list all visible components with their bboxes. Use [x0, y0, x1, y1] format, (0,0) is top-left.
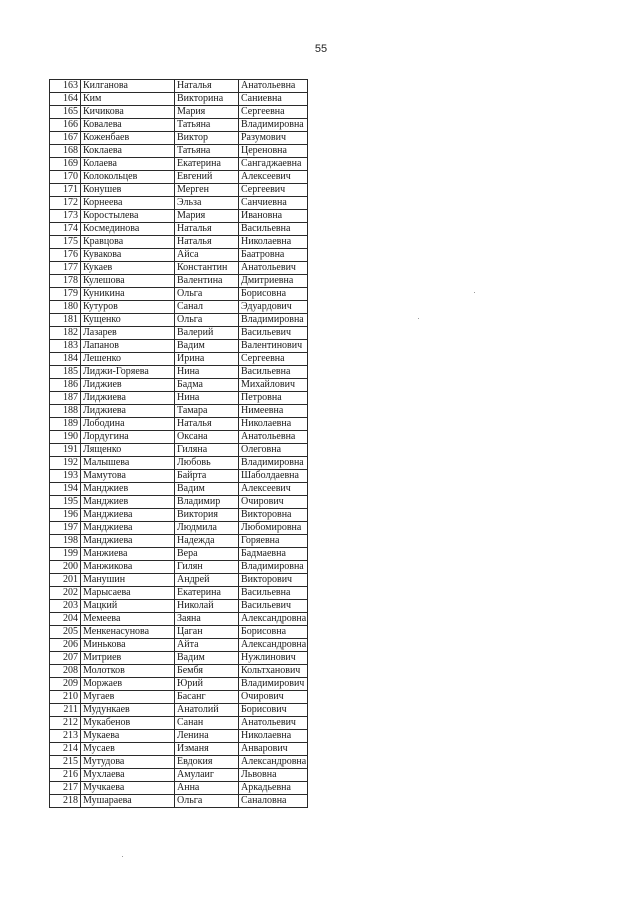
row-number-cell: 210: [50, 691, 81, 704]
surname-cell: Мудункаев: [81, 704, 175, 717]
surname-cell: Митриев: [81, 652, 175, 665]
given-name-cell: Ольга: [175, 314, 239, 327]
patronymic-cell: Сергеевна: [239, 353, 308, 366]
surname-cell: Конушев: [81, 184, 175, 197]
row-number-cell: 168: [50, 145, 81, 158]
given-name-cell: Санан: [175, 717, 239, 730]
patronymic-cell: Сергеевич: [239, 184, 308, 197]
row-number-cell: 203: [50, 600, 81, 613]
surname-cell: Лободина: [81, 418, 175, 431]
row-number-cell: 214: [50, 743, 81, 756]
patronymic-cell: Нужлинович: [239, 652, 308, 665]
given-name-cell: Валентина: [175, 275, 239, 288]
given-name-cell: Изманя: [175, 743, 239, 756]
table-row: [50, 717, 308, 730]
patronymic-cell: Сергеевна: [239, 106, 308, 119]
table-row: [50, 327, 308, 340]
given-name-cell: Басанг: [175, 691, 239, 704]
page-number: 55: [314, 43, 328, 55]
surname-cell: Мамутова: [81, 470, 175, 483]
patronymic-cell: Александровна: [239, 756, 308, 769]
row-number-cell: 183: [50, 340, 81, 353]
table-row: [50, 730, 308, 743]
patronymic-cell: Васильевич: [239, 600, 308, 613]
row-number-cell: 171: [50, 184, 81, 197]
surname-cell: Корнеева: [81, 197, 175, 210]
table-row: [50, 184, 308, 197]
patronymic-cell: Анварович: [239, 743, 308, 756]
surname-cell: Кулешова: [81, 275, 175, 288]
table-row: [50, 795, 308, 808]
surname-cell: Кутуров: [81, 301, 175, 314]
table-row: [50, 613, 308, 626]
given-name-cell: Ленина: [175, 730, 239, 743]
given-name-cell: Оксана: [175, 431, 239, 444]
surname-cell: Мугаев: [81, 691, 175, 704]
patronymic-cell: Шаболдаевна: [239, 470, 308, 483]
row-number-cell: 208: [50, 665, 81, 678]
table-row: [50, 340, 308, 353]
table-row: [50, 275, 308, 288]
table-row: [50, 353, 308, 366]
patronymic-cell: Нимеевна: [239, 405, 308, 418]
row-number-cell: 205: [50, 626, 81, 639]
given-name-cell: Гилян: [175, 561, 239, 574]
given-name-cell: Мерген: [175, 184, 239, 197]
table-row: [50, 769, 308, 782]
patronymic-cell: Николаевна: [239, 236, 308, 249]
given-name-cell: Айта: [175, 639, 239, 652]
given-name-cell: Ольга: [175, 288, 239, 301]
patronymic-cell: Николаевна: [239, 418, 308, 431]
surname-cell: Куникина: [81, 288, 175, 301]
row-number-cell: 215: [50, 756, 81, 769]
row-number-cell: 193: [50, 470, 81, 483]
given-name-cell: Анатолий: [175, 704, 239, 717]
patronymic-cell: Дмитриевна: [239, 275, 308, 288]
row-number-cell: 195: [50, 496, 81, 509]
patronymic-cell: Горяевна: [239, 535, 308, 548]
patronymic-cell: Васильевич: [239, 327, 308, 340]
table-row: [50, 574, 308, 587]
table-row: [50, 132, 308, 145]
row-number-cell: 176: [50, 249, 81, 262]
row-number-cell: 188: [50, 405, 81, 418]
given-name-cell: Амулаиг: [175, 769, 239, 782]
row-number-cell: 164: [50, 93, 81, 106]
surname-cell: Мемеева: [81, 613, 175, 626]
given-name-cell: Вера: [175, 548, 239, 561]
row-number-cell: 213: [50, 730, 81, 743]
patronymic-cell: Алексеевич: [239, 171, 308, 184]
surname-cell: Лиджиева: [81, 392, 175, 405]
table-row: [50, 93, 308, 106]
patronymic-cell: Борисович: [239, 704, 308, 717]
table-row: [50, 197, 308, 210]
given-name-cell: Нина: [175, 366, 239, 379]
row-number-cell: 187: [50, 392, 81, 405]
surname-cell: Мусаев: [81, 743, 175, 756]
row-number-cell: 218: [50, 795, 81, 808]
row-number-cell: 179: [50, 288, 81, 301]
surname-cell: Малышева: [81, 457, 175, 470]
given-name-cell: Валерий: [175, 327, 239, 340]
row-number-cell: 194: [50, 483, 81, 496]
patronymic-cell: Владимировна: [239, 561, 308, 574]
patronymic-cell: Владимирович: [239, 678, 308, 691]
patronymic-cell: Васильевна: [239, 587, 308, 600]
roster-body: [50, 80, 308, 808]
patronymic-cell: Саниевна: [239, 93, 308, 106]
patronymic-cell: Ивановна: [239, 210, 308, 223]
patronymic-cell: Аркадьевна: [239, 782, 308, 795]
table-row: [50, 418, 308, 431]
row-number-cell: 216: [50, 769, 81, 782]
patronymic-cell: Александровна: [239, 613, 308, 626]
surname-cell: Мутудова: [81, 756, 175, 769]
patronymic-cell: Анатольевич: [239, 262, 308, 275]
surname-cell: Минькова: [81, 639, 175, 652]
patronymic-cell: Львовна: [239, 769, 308, 782]
given-name-cell: Бадма: [175, 379, 239, 392]
row-number-cell: 163: [50, 80, 81, 93]
surname-cell: Мучкаева: [81, 782, 175, 795]
table-row: [50, 639, 308, 652]
scan-speck: [418, 318, 419, 319]
surname-cell: Лешенко: [81, 353, 175, 366]
row-number-cell: 202: [50, 587, 81, 600]
table-row: [50, 652, 308, 665]
table-row: [50, 145, 308, 158]
row-number-cell: 189: [50, 418, 81, 431]
row-number-cell: 199: [50, 548, 81, 561]
patronymic-cell: Баатровна: [239, 249, 308, 262]
table-row: [50, 756, 308, 769]
patronymic-cell: Разумович: [239, 132, 308, 145]
table-row: [50, 457, 308, 470]
given-name-cell: Николай: [175, 600, 239, 613]
given-name-cell: Татьяна: [175, 145, 239, 158]
row-number-cell: 186: [50, 379, 81, 392]
row-number-cell: 173: [50, 210, 81, 223]
surname-cell: Манджиева: [81, 522, 175, 535]
row-number-cell: 191: [50, 444, 81, 457]
row-number-cell: 204: [50, 613, 81, 626]
table-row: [50, 587, 308, 600]
table-row: [50, 561, 308, 574]
given-name-cell: Ирина: [175, 353, 239, 366]
table-row: [50, 509, 308, 522]
table-row: [50, 600, 308, 613]
row-number-cell: 197: [50, 522, 81, 535]
given-name-cell: Наталья: [175, 236, 239, 249]
surname-cell: Кущенко: [81, 314, 175, 327]
row-number-cell: 198: [50, 535, 81, 548]
given-name-cell: Викторина: [175, 93, 239, 106]
table-row: [50, 444, 308, 457]
row-number-cell: 201: [50, 574, 81, 587]
given-name-cell: Цаган: [175, 626, 239, 639]
given-name-cell: Владимир: [175, 496, 239, 509]
table-row: [50, 470, 308, 483]
scan-speck: [122, 856, 123, 857]
patronymic-cell: Алексеевич: [239, 483, 308, 496]
patronymic-cell: Санчиевна: [239, 197, 308, 210]
table-row: [50, 665, 308, 678]
table-row: [50, 626, 308, 639]
surname-cell: Ким: [81, 93, 175, 106]
row-number-cell: 211: [50, 704, 81, 717]
surname-cell: Манджиев: [81, 483, 175, 496]
row-number-cell: 212: [50, 717, 81, 730]
surname-cell: Килганова: [81, 80, 175, 93]
given-name-cell: Вадим: [175, 340, 239, 353]
surname-cell: Колаева: [81, 158, 175, 171]
table-row: [50, 171, 308, 184]
given-name-cell: Андрей: [175, 574, 239, 587]
patronymic-cell: Владимировна: [239, 457, 308, 470]
given-name-cell: Любовь: [175, 457, 239, 470]
row-number-cell: 167: [50, 132, 81, 145]
table-row: [50, 288, 308, 301]
patronymic-cell: Александровна: [239, 639, 308, 652]
surname-cell: Мухлаева: [81, 769, 175, 782]
surname-cell: Манджиева: [81, 509, 175, 522]
row-number-cell: 185: [50, 366, 81, 379]
given-name-cell: Вадим: [175, 652, 239, 665]
given-name-cell: Наталья: [175, 418, 239, 431]
table-row: [50, 158, 308, 171]
row-number-cell: 174: [50, 223, 81, 236]
table-row: [50, 392, 308, 405]
given-name-cell: Татьяна: [175, 119, 239, 132]
given-name-cell: Евдокия: [175, 756, 239, 769]
table-row: [50, 405, 308, 418]
patronymic-cell: Анатольевич: [239, 717, 308, 730]
surname-cell: Молотков: [81, 665, 175, 678]
table-row: [50, 80, 308, 93]
given-name-cell: Вадим: [175, 483, 239, 496]
given-name-cell: Наталья: [175, 223, 239, 236]
table-row: [50, 301, 308, 314]
table-row: [50, 548, 308, 561]
given-name-cell: Эльза: [175, 197, 239, 210]
table-row: [50, 704, 308, 717]
table-row: [50, 262, 308, 275]
given-name-cell: Надежда: [175, 535, 239, 548]
row-number-cell: 170: [50, 171, 81, 184]
table-row: [50, 119, 308, 132]
surname-cell: Лапанов: [81, 340, 175, 353]
table-row: [50, 366, 308, 379]
surname-cell: Лиджиев: [81, 379, 175, 392]
given-name-cell: Виктория: [175, 509, 239, 522]
row-number-cell: 172: [50, 197, 81, 210]
row-number-cell: 169: [50, 158, 81, 171]
roster-table: [49, 79, 308, 808]
surname-cell: Лиджи-Горяева: [81, 366, 175, 379]
given-name-cell: Гиляна: [175, 444, 239, 457]
table-row: [50, 691, 308, 704]
given-name-cell: Ольга: [175, 795, 239, 808]
row-number-cell: 192: [50, 457, 81, 470]
surname-cell: Космединова: [81, 223, 175, 236]
table-row: [50, 379, 308, 392]
table-row: [50, 678, 308, 691]
patronymic-cell: Очирович: [239, 496, 308, 509]
row-number-cell: 217: [50, 782, 81, 795]
patronymic-cell: Михайлович: [239, 379, 308, 392]
row-number-cell: 165: [50, 106, 81, 119]
surname-cell: Лященко: [81, 444, 175, 457]
surname-cell: Коклаева: [81, 145, 175, 158]
patronymic-cell: Валентинович: [239, 340, 308, 353]
surname-cell: Мукабенов: [81, 717, 175, 730]
given-name-cell: Мария: [175, 210, 239, 223]
table-row: [50, 743, 308, 756]
row-number-cell: 190: [50, 431, 81, 444]
row-number-cell: 181: [50, 314, 81, 327]
patronymic-cell: Васильевна: [239, 366, 308, 379]
table-row: [50, 483, 308, 496]
table-row: [50, 249, 308, 262]
given-name-cell: Анна: [175, 782, 239, 795]
row-number-cell: 184: [50, 353, 81, 366]
surname-cell: Манджиев: [81, 496, 175, 509]
table-row: [50, 236, 308, 249]
given-name-cell: Санал: [175, 301, 239, 314]
table-row: [50, 210, 308, 223]
surname-cell: Ковалева: [81, 119, 175, 132]
surname-cell: Менкенасунова: [81, 626, 175, 639]
row-number-cell: 206: [50, 639, 81, 652]
row-number-cell: 178: [50, 275, 81, 288]
patronymic-cell: Петровна: [239, 392, 308, 405]
given-name-cell: Наталья: [175, 80, 239, 93]
surname-cell: Коростылева: [81, 210, 175, 223]
patronymic-cell: Саналовна: [239, 795, 308, 808]
table-row: [50, 535, 308, 548]
given-name-cell: Тамара: [175, 405, 239, 418]
surname-cell: Манжикова: [81, 561, 175, 574]
patronymic-cell: Кольтханович: [239, 665, 308, 678]
patronymic-cell: Николаевна: [239, 730, 308, 743]
surname-cell: Марысаева: [81, 587, 175, 600]
table-row: [50, 223, 308, 236]
given-name-cell: Екатерина: [175, 158, 239, 171]
table-row: [50, 106, 308, 119]
row-number-cell: 182: [50, 327, 81, 340]
surname-cell: Кичикова: [81, 106, 175, 119]
surname-cell: Мацкий: [81, 600, 175, 613]
surname-cell: Лордугина: [81, 431, 175, 444]
given-name-cell: Байрта: [175, 470, 239, 483]
row-number-cell: 209: [50, 678, 81, 691]
patronymic-cell: Владимировна: [239, 314, 308, 327]
patronymic-cell: Васильевна: [239, 223, 308, 236]
patronymic-cell: Викторович: [239, 574, 308, 587]
row-number-cell: 196: [50, 509, 81, 522]
surname-cell: Манушин: [81, 574, 175, 587]
row-number-cell: 180: [50, 301, 81, 314]
patronymic-cell: Анатольевна: [239, 431, 308, 444]
given-name-cell: Виктор: [175, 132, 239, 145]
surname-cell: Манжиева: [81, 548, 175, 561]
surname-cell: Коженбаев: [81, 132, 175, 145]
given-name-cell: Екатерина: [175, 587, 239, 600]
patronymic-cell: Бадмаевна: [239, 548, 308, 561]
patronymic-cell: Анатольевна: [239, 80, 308, 93]
table-row: [50, 496, 308, 509]
surname-cell: Лиджиева: [81, 405, 175, 418]
given-name-cell: Людмила: [175, 522, 239, 535]
given-name-cell: Нина: [175, 392, 239, 405]
table-row: [50, 431, 308, 444]
table-row: [50, 782, 308, 795]
given-name-cell: Юрий: [175, 678, 239, 691]
given-name-cell: Константин: [175, 262, 239, 275]
patronymic-cell: Сангаджаевна: [239, 158, 308, 171]
surname-cell: Мушараева: [81, 795, 175, 808]
table-row: [50, 522, 308, 535]
given-name-cell: Бембя: [175, 665, 239, 678]
given-name-cell: Мария: [175, 106, 239, 119]
surname-cell: Мукаева: [81, 730, 175, 743]
row-number-cell: 200: [50, 561, 81, 574]
given-name-cell: Евгений: [175, 171, 239, 184]
table-row: [50, 314, 308, 327]
surname-cell: Моржаев: [81, 678, 175, 691]
patronymic-cell: Эдуардович: [239, 301, 308, 314]
patronymic-cell: Викторовна: [239, 509, 308, 522]
surname-cell: Колокольцев: [81, 171, 175, 184]
patronymic-cell: Владимировна: [239, 119, 308, 132]
row-number-cell: 177: [50, 262, 81, 275]
patronymic-cell: Борисовна: [239, 288, 308, 301]
patronymic-cell: Очирович: [239, 691, 308, 704]
surname-cell: Кукаев: [81, 262, 175, 275]
surname-cell: Манджиева: [81, 535, 175, 548]
row-number-cell: 207: [50, 652, 81, 665]
row-number-cell: 175: [50, 236, 81, 249]
patronymic-cell: Борисовна: [239, 626, 308, 639]
surname-cell: Кувакова: [81, 249, 175, 262]
surname-cell: Кравцова: [81, 236, 175, 249]
patronymic-cell: Любомировна: [239, 522, 308, 535]
patronymic-cell: Цереновна: [239, 145, 308, 158]
given-name-cell: Заяна: [175, 613, 239, 626]
scan-speck: [474, 292, 475, 293]
given-name-cell: Айса: [175, 249, 239, 262]
row-number-cell: 166: [50, 119, 81, 132]
surname-cell: Лазарев: [81, 327, 175, 340]
patronymic-cell: Олеговна: [239, 444, 308, 457]
